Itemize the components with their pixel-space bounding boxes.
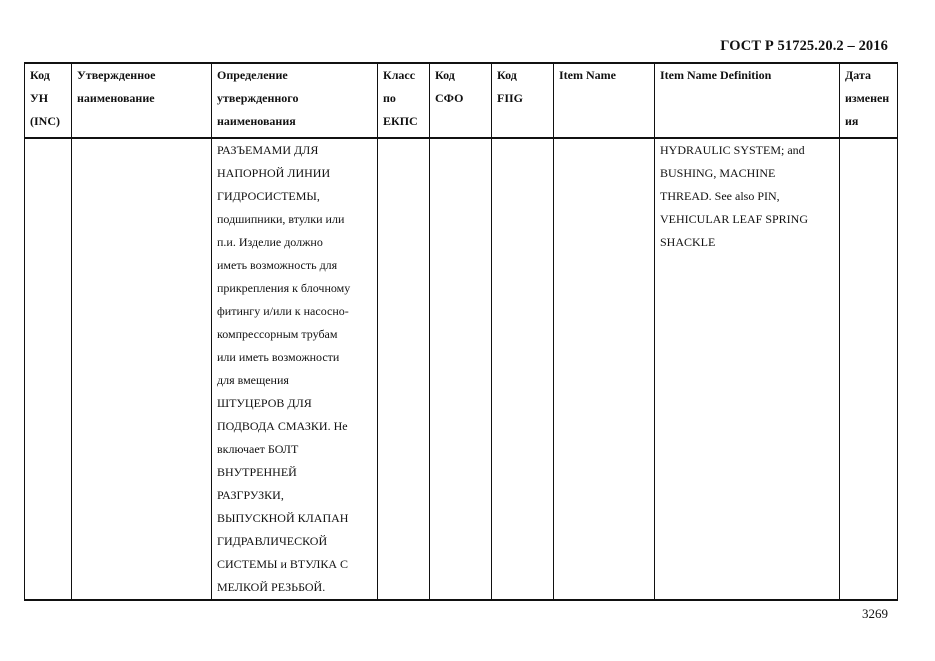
column-header-inc-code: Код УН (INC) [25,63,72,138]
cell-fiig-code [492,138,554,600]
column-header-fiig-code: Код FIIG [492,63,554,138]
column-header-definition: Определение утвержденного наименования [212,63,378,138]
table-header-row [25,63,898,138]
page-number: 3269 [862,606,888,621]
cell-item-name [554,138,655,600]
cell-change-date [840,138,898,600]
cell-approved-name [72,138,212,600]
column-header-change-date: Дата изменен ия [840,63,898,138]
cell-class-ekps [378,138,430,600]
cell-item-name-definition: HYDRAULIC SYSTEM; and BUSHING, MACHINE THREAD. See also PIN, VEHICULAR LEAF SPRING SHACKLE [655,138,840,600]
cell-sfo-code [430,138,492,600]
cell-definition: РАЗЪЕМАМИ ДЛЯ НАПОРНОЙ ЛИНИИ ГИДРОСИСТЕМЫ, подшипники, втулки или п.и. Изделие должно иметь возможность для прикрепления к блочному фитингу и/или к насосно- компрессорным трубам или иметь возможности для вмещения ШТУЦЕРОВ ДЛЯ ПОДВОДА СМАЗКИ. Не включает БОЛТ ВНУТРЕННЕЙ РАЗГРУЗКИ, ВЫПУСКНОЙ КЛАПАН ГИДРАВЛИЧЕСКОЙ СИСТЕМЫ и ВТУЛКА С МЕЛКОЙ РЕЗЬБОЙ. [212,138,378,600]
document-standard-header: ГОСТ Р 51725.20.2 – 2016 [720,38,888,54]
column-header-item-name-definition: Item Name Definition [655,63,840,138]
column-header-item-name: Item Name [554,63,655,138]
column-header-class-ekps: Класс по ЕКПС [378,63,430,138]
table-row [25,138,898,600]
catalog-table [24,62,898,601]
column-header-approved-name: Утвержденное наименование [72,63,212,138]
cell-inc-code [25,138,72,600]
column-header-sfo-code: Код СФО [430,63,492,138]
